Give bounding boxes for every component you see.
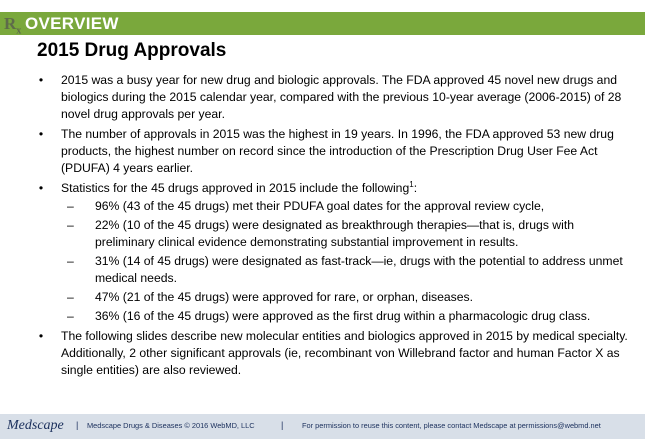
footer-separator: | [76, 420, 79, 430]
bullet-text-suffix: : [413, 181, 418, 195]
sub-item [61, 308, 636, 325]
bullet-icon: • [38, 127, 44, 141]
bullet-item [36, 126, 636, 177]
sub-list [61, 198, 636, 325]
section-title: OVERVIEW [25, 14, 119, 33]
footer-separator: | [281, 420, 284, 430]
bullet-text: Statistics for the 45 drugs approved in 2015 include the following [61, 181, 410, 195]
bullet-text: The following slides describe new molecular entities and biologics approved in 2015 by medical specialty. Additionally, 2 other significant approvals (ie, recombinant von Willebrand factor and human Factor X as single entities) are also reviewed. [61, 329, 628, 377]
bullet-icon: • [38, 73, 44, 87]
dash-icon: – [67, 218, 74, 232]
dash-icon: – [67, 290, 74, 304]
footer-permission: For permission to reuse this content, please contact Medscape at permissions@webmd.net [302, 421, 601, 430]
sub-item [61, 217, 636, 251]
sub-item-text: 96% (43 of the 45 drugs) met their PDUFA goal dates for the approval review cycle, [95, 199, 545, 213]
bullet-text: 2015 was a busy year for new drug and biologic approvals. The FDA approved 45 novel new drugs and biologics during the 2015 calendar year, compared with the previous 10-year average (2006-2015) of 28 novel drug approvals per year. [61, 73, 622, 121]
bullet-item [36, 72, 636, 123]
sub-item [61, 253, 636, 287]
bullet-text: The number of approvals in 2015 was the highest in 19 years. In 1996, the FDA approved 53 new drug products, the highest number on record since the introduction of the Prescription Drug User Fee Act (PDUFA) 4 years earlier. [61, 127, 614, 175]
sub-item [61, 198, 636, 215]
bullet-item [36, 328, 636, 379]
bullet-icon: • [38, 181, 44, 195]
sub-item-text: 22% (10 of the 45 drugs) were designated as breakthrough therapies—that is, drugs with preliminary clinical evidence demonstrating substantial improvement in results. [95, 218, 574, 249]
dash-icon: – [67, 199, 74, 213]
footer-copyright: Medscape Drugs & Diseases © 2016 WebMD, LLC [87, 421, 255, 430]
sub-item [61, 289, 636, 306]
section-header-bar [0, 12, 645, 35]
dash-icon: – [67, 254, 74, 268]
slide-title: 2015 Drug Approvals [37, 40, 227, 61]
bullet-item [36, 180, 636, 325]
footer-bar [0, 414, 645, 439]
sub-item-text: 36% (16 of the 45 drugs) were approved as the first drug within a pharmacologic drug class. [95, 309, 591, 323]
medscape-logo: Medscape [7, 418, 64, 433]
dash-icon: – [67, 309, 74, 323]
rx-icon: $R_x$ [4, 14, 22, 37]
bullet-icon: • [38, 329, 44, 343]
sub-item-text: 47% (21 of the 45 drugs) were approved for rare, or orphan, diseases. [95, 290, 474, 304]
slide-content [36, 72, 636, 382]
footnote-ref: 1 [409, 179, 414, 189]
sub-item-text: 31% (14 of 45 drugs) were designated as fast-track—ie, drugs with the potential to address unmet medical needs. [95, 254, 623, 285]
